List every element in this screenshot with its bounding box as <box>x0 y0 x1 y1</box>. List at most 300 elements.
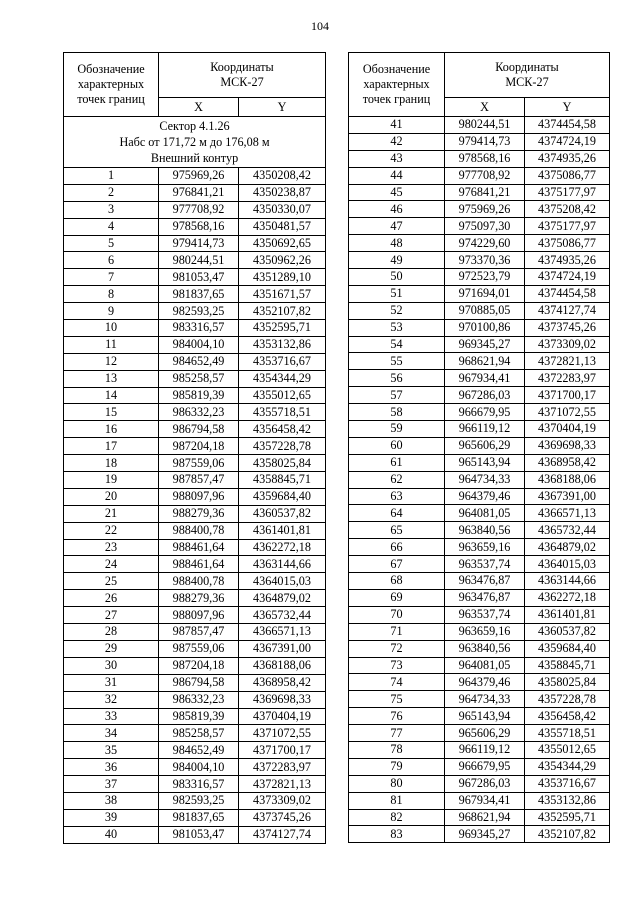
coord-y: 4374127,74 <box>525 302 610 319</box>
coord-y: 4370404,19 <box>525 421 610 438</box>
coord-x: 985819,39 <box>159 387 239 404</box>
coord-x: 988279,36 <box>159 590 239 607</box>
coord-y: 4361401,81 <box>525 606 610 623</box>
coord-y: 4367391,00 <box>525 488 610 505</box>
coord-x: 985819,39 <box>159 708 239 725</box>
table-row <box>64 590 326 607</box>
point-number: 33 <box>64 708 159 725</box>
table-row <box>64 336 326 353</box>
point-number: 46 <box>349 201 445 218</box>
point-number: 82 <box>349 809 445 826</box>
coord-y: 4368958,42 <box>239 674 326 691</box>
table-row <box>349 522 610 539</box>
table-row <box>64 168 326 185</box>
table-row <box>349 809 610 826</box>
point-number: 31 <box>64 674 159 691</box>
table-row <box>349 150 610 167</box>
coord-y: 4374724,19 <box>525 133 610 150</box>
table-row <box>349 573 610 590</box>
coordinates-table-left <box>63 52 326 844</box>
table-row <box>349 133 610 150</box>
coord-y: 4350692,65 <box>239 235 326 252</box>
point-number: 55 <box>349 353 445 370</box>
coord-y: 4374127,74 <box>239 826 326 843</box>
sector-height: Набс от 171,72 м до 176,08 м <box>119 135 270 149</box>
coord-y: 4352107,82 <box>525 826 610 843</box>
coord-x: 981053,47 <box>159 826 239 843</box>
coord-x: 981837,65 <box>159 286 239 303</box>
coord-y: 4358025,84 <box>525 674 610 691</box>
point-number: 70 <box>349 606 445 623</box>
coord-y: 4353716,67 <box>239 353 326 370</box>
point-number: 21 <box>64 505 159 522</box>
point-number: 42 <box>349 133 445 150</box>
coord-x: 964081,05 <box>445 505 525 522</box>
point-number: 43 <box>349 150 445 167</box>
point-number: 83 <box>349 826 445 843</box>
coord-x: 988097,96 <box>159 607 239 624</box>
coord-x: 969345,27 <box>445 826 525 843</box>
coord-x: 988097,96 <box>159 488 239 505</box>
coord-x: 975969,26 <box>445 201 525 218</box>
table-row <box>64 235 326 252</box>
coord-y: 4352107,82 <box>239 303 326 320</box>
point-number: 68 <box>349 573 445 590</box>
point-number: 48 <box>349 235 445 252</box>
table-row <box>64 759 326 776</box>
coord-x: 966119,12 <box>445 741 525 758</box>
coord-x: 964379,46 <box>445 488 525 505</box>
table-row <box>64 657 326 674</box>
table-row <box>64 809 326 826</box>
coord-y: 4372283,97 <box>525 370 610 387</box>
table-row <box>349 471 610 488</box>
coord-y: 4366571,13 <box>525 505 610 522</box>
coord-x: 984004,10 <box>159 759 239 776</box>
coord-x: 988461,64 <box>159 539 239 556</box>
table-row <box>349 302 610 319</box>
coord-y: 4372821,13 <box>239 776 326 793</box>
coord-y: 4351671,57 <box>239 286 326 303</box>
point-number: 54 <box>349 336 445 353</box>
coord-y: 4357228,78 <box>239 438 326 455</box>
point-number: 50 <box>349 269 445 286</box>
coord-y: 4374935,26 <box>525 150 610 167</box>
table-row <box>349 691 610 708</box>
point-number: 18 <box>64 455 159 472</box>
page-number: 104 <box>311 19 329 33</box>
table-row <box>349 252 610 269</box>
coord-x: 976841,21 <box>159 184 239 201</box>
coord-y: 4350481,57 <box>239 218 326 235</box>
coord-x: 964734,33 <box>445 691 525 708</box>
coord-y: 4350962,26 <box>239 252 326 269</box>
header-row <box>349 53 610 98</box>
coord-y: 4364015,03 <box>525 556 610 573</box>
coord-y: 4355718,51 <box>525 725 610 742</box>
table-row <box>349 741 610 758</box>
table-row <box>349 437 610 454</box>
coord-x: 964379,46 <box>445 674 525 691</box>
point-label-line2: характерных <box>363 77 430 91</box>
coord-x: 987559,06 <box>159 455 239 472</box>
sector-contour: Внешний контур <box>150 151 239 165</box>
coords-title: Координаты <box>210 60 274 74</box>
point-number: 25 <box>64 573 159 590</box>
coord-x: 975097,30 <box>445 218 525 235</box>
coord-y: 4373745,26 <box>525 319 610 336</box>
coord-y: 4355012,65 <box>239 387 326 404</box>
point-number: 2 <box>64 184 159 201</box>
coord-x: 986332,23 <box>159 404 239 421</box>
coord-y: 4358845,71 <box>239 472 326 489</box>
table-row <box>64 286 326 303</box>
table-row <box>64 370 326 387</box>
table-row <box>64 573 326 590</box>
coord-x: 984652,49 <box>159 353 239 370</box>
coord-x: 971694,01 <box>445 285 525 302</box>
point-number: 69 <box>349 589 445 606</box>
coord-y: 4356458,42 <box>239 421 326 438</box>
point-number: 67 <box>349 556 445 573</box>
table-row <box>349 184 610 201</box>
table-row <box>349 708 610 725</box>
coord-x: 978568,16 <box>445 150 525 167</box>
table-row <box>64 556 326 573</box>
coord-y: 4368188,06 <box>525 471 610 488</box>
coord-y: 4350238,87 <box>239 184 326 201</box>
coord-y: 4374935,26 <box>525 252 610 269</box>
point-number: 22 <box>64 522 159 539</box>
coord-y: 4366571,13 <box>239 624 326 641</box>
point-label-header <box>64 53 159 117</box>
point-number: 40 <box>64 826 159 843</box>
coord-x: 969345,27 <box>445 336 525 353</box>
table-row <box>349 269 610 286</box>
table-row <box>349 235 610 252</box>
point-number: 24 <box>64 556 159 573</box>
header-row <box>64 53 326 98</box>
point-number: 26 <box>64 590 159 607</box>
coord-x: 986794,58 <box>159 421 239 438</box>
coord-x: 979414,73 <box>445 133 525 150</box>
point-number: 64 <box>349 505 445 522</box>
coord-y: 4374454,58 <box>525 285 610 302</box>
coord-x: 970100,86 <box>445 319 525 336</box>
coord-y: 4371072,55 <box>239 725 326 742</box>
coord-x: 965143,94 <box>445 708 525 725</box>
sector-row <box>64 117 326 168</box>
point-number: 51 <box>349 285 445 302</box>
point-number: 61 <box>349 454 445 471</box>
coord-x: 979414,73 <box>159 235 239 252</box>
point-number: 15 <box>64 404 159 421</box>
table-row <box>349 319 610 336</box>
coord-x: 967934,41 <box>445 370 525 387</box>
point-number: 58 <box>349 404 445 421</box>
table-row <box>64 776 326 793</box>
coord-y: 4365732,44 <box>525 522 610 539</box>
coord-x: 963840,56 <box>445 522 525 539</box>
point-number: 10 <box>64 320 159 337</box>
table-row <box>349 539 610 556</box>
coord-x: 981837,65 <box>159 809 239 826</box>
coord-y: 4358025,84 <box>239 455 326 472</box>
table-row <box>349 201 610 218</box>
coord-x: 988400,78 <box>159 573 239 590</box>
table-row <box>349 792 610 809</box>
right-table-body <box>349 53 610 843</box>
point-label-line1: Обозначение <box>362 62 431 76</box>
coord-x: 963476,87 <box>445 573 525 590</box>
table-row <box>349 404 610 421</box>
coord-x: 985258,57 <box>159 370 239 387</box>
point-number: 47 <box>349 218 445 235</box>
table-row <box>349 285 610 302</box>
table-row <box>64 488 326 505</box>
point-number: 7 <box>64 269 159 286</box>
coord-x: 988279,36 <box>159 505 239 522</box>
table-row <box>349 117 610 134</box>
table-row <box>349 606 610 623</box>
point-number: 19 <box>64 472 159 489</box>
coord-y: 4360537,82 <box>525 623 610 640</box>
coord-y: 4363144,66 <box>239 556 326 573</box>
point-number: 44 <box>349 167 445 184</box>
coord-x: 987204,18 <box>159 657 239 674</box>
table-row <box>64 387 326 404</box>
table-row <box>349 488 610 505</box>
point-number: 23 <box>64 539 159 556</box>
col-x-header: X <box>445 98 525 117</box>
coord-y: 4373309,02 <box>239 792 326 809</box>
coord-x: 976841,21 <box>445 184 525 201</box>
coord-x: 967286,03 <box>445 387 525 404</box>
coord-x: 986332,23 <box>159 691 239 708</box>
coord-y: 4352595,71 <box>525 809 610 826</box>
coord-x: 966119,12 <box>445 421 525 438</box>
table-row <box>64 640 326 657</box>
coord-x: 966679,95 <box>445 404 525 421</box>
point-number: 49 <box>349 252 445 269</box>
coord-x: 963840,56 <box>445 640 525 657</box>
left-table-body <box>64 53 326 844</box>
coord-x: 963659,16 <box>445 539 525 556</box>
table-row <box>349 758 610 775</box>
coord-x: 987204,18 <box>159 438 239 455</box>
table-row <box>349 387 610 404</box>
point-number: 6 <box>64 252 159 269</box>
coord-y: 4365732,44 <box>239 607 326 624</box>
coords-system: МСК-27 <box>505 75 549 89</box>
table-row <box>349 421 610 438</box>
point-number: 17 <box>64 438 159 455</box>
point-number: 14 <box>64 387 159 404</box>
table-row <box>64 691 326 708</box>
point-label-line3: точек границ <box>362 92 431 106</box>
sector-title: Сектор 4.1.26 <box>159 119 230 133</box>
table-row <box>349 353 610 370</box>
point-number: 56 <box>349 370 445 387</box>
point-number: 72 <box>349 640 445 657</box>
table-row <box>64 505 326 522</box>
table-row <box>64 184 326 201</box>
table-row <box>64 792 326 809</box>
point-number: 81 <box>349 792 445 809</box>
point-label-line2: характерных <box>77 77 145 91</box>
table-row <box>64 201 326 218</box>
coord-x: 978568,16 <box>159 218 239 235</box>
coord-x: 964734,33 <box>445 471 525 488</box>
point-number: 35 <box>64 742 159 759</box>
coord-x: 965606,29 <box>445 437 525 454</box>
table-row <box>64 708 326 725</box>
point-number: 73 <box>349 657 445 674</box>
coord-x: 972523,79 <box>445 269 525 286</box>
coord-y: 4368188,06 <box>239 657 326 674</box>
point-number: 16 <box>64 421 159 438</box>
table-row <box>349 623 610 640</box>
coord-y: 4375208,42 <box>525 201 610 218</box>
point-number: 45 <box>349 184 445 201</box>
table-row <box>349 454 610 471</box>
coord-y: 4372821,13 <box>525 353 610 370</box>
coord-x: 963537,74 <box>445 606 525 623</box>
coord-y: 4364879,02 <box>525 539 610 556</box>
sector-info <box>64 117 326 168</box>
table-row <box>64 826 326 843</box>
point-number: 30 <box>64 657 159 674</box>
point-number: 59 <box>349 421 445 438</box>
table-row <box>349 370 610 387</box>
coord-x: 983316,57 <box>159 776 239 793</box>
table-row <box>64 353 326 370</box>
coord-x: 967934,41 <box>445 792 525 809</box>
coord-y: 4375086,77 <box>525 167 610 184</box>
table-row <box>349 657 610 674</box>
coord-y: 4361401,81 <box>239 522 326 539</box>
point-number: 53 <box>349 319 445 336</box>
point-number: 66 <box>349 539 445 556</box>
point-number: 41 <box>349 117 445 134</box>
coords-header <box>445 53 610 98</box>
coord-x: 984004,10 <box>159 336 239 353</box>
table-row <box>349 589 610 606</box>
table-row <box>64 742 326 759</box>
coords-title: Координаты <box>495 60 559 74</box>
table-row <box>349 556 610 573</box>
col-y-header: Y <box>525 98 610 117</box>
table-row <box>64 624 326 641</box>
point-number: 20 <box>64 488 159 505</box>
point-number: 5 <box>64 235 159 252</box>
coord-y: 4371700,17 <box>525 387 610 404</box>
coord-x: 987559,06 <box>159 640 239 657</box>
coord-x: 965606,29 <box>445 725 525 742</box>
table-row <box>64 539 326 556</box>
point-number: 75 <box>349 691 445 708</box>
coord-y: 4375177,97 <box>525 184 610 201</box>
table-row <box>64 607 326 624</box>
coord-y: 4352595,71 <box>239 320 326 337</box>
table-row <box>349 674 610 691</box>
point-number: 4 <box>64 218 159 235</box>
coord-x: 968621,94 <box>445 809 525 826</box>
point-number: 37 <box>64 776 159 793</box>
point-number: 76 <box>349 708 445 725</box>
coord-y: 4370404,19 <box>239 708 326 725</box>
coord-x: 964081,05 <box>445 657 525 674</box>
point-number: 12 <box>64 353 159 370</box>
point-label-line1: Обозначение <box>77 62 145 76</box>
coord-x: 980244,51 <box>159 252 239 269</box>
coord-y: 4353132,86 <box>239 336 326 353</box>
coord-y: 4371072,55 <box>525 404 610 421</box>
coord-y: 4374724,19 <box>525 269 610 286</box>
point-number: 27 <box>64 607 159 624</box>
coord-x: 982593,25 <box>159 792 239 809</box>
table-row <box>64 674 326 691</box>
table-row <box>64 218 326 235</box>
table-row <box>64 725 326 742</box>
table-row <box>349 775 610 792</box>
coord-x: 968621,94 <box>445 353 525 370</box>
coord-y: 4353132,86 <box>525 792 610 809</box>
table-row <box>64 303 326 320</box>
point-number: 57 <box>349 387 445 404</box>
table-row <box>64 404 326 421</box>
coord-x: 987857,47 <box>159 472 239 489</box>
coord-x: 983316,57 <box>159 320 239 337</box>
coordinates-table-right <box>348 52 610 843</box>
coord-x: 965143,94 <box>445 454 525 471</box>
coord-x: 966679,95 <box>445 758 525 775</box>
coord-x: 973370,36 <box>445 252 525 269</box>
coord-y: 4358845,71 <box>525 657 610 674</box>
point-number: 80 <box>349 775 445 792</box>
coord-y: 4359684,40 <box>239 488 326 505</box>
coord-y: 4354344,29 <box>525 758 610 775</box>
point-number: 13 <box>64 370 159 387</box>
point-number: 36 <box>64 759 159 776</box>
coord-x: 977708,92 <box>159 201 239 218</box>
coord-x: 988461,64 <box>159 556 239 573</box>
table-row <box>349 505 610 522</box>
coord-y: 4364015,03 <box>239 573 326 590</box>
coord-y: 4367391,00 <box>239 640 326 657</box>
table-row <box>64 269 326 286</box>
coord-y: 4368958,42 <box>525 454 610 471</box>
point-number: 78 <box>349 741 445 758</box>
coord-x: 985258,57 <box>159 725 239 742</box>
coord-y: 4374454,58 <box>525 117 610 134</box>
coord-x: 975969,26 <box>159 168 239 185</box>
coord-x: 982593,25 <box>159 303 239 320</box>
coord-x: 980244,51 <box>445 117 525 134</box>
point-number: 63 <box>349 488 445 505</box>
point-number: 39 <box>64 809 159 826</box>
point-number: 62 <box>349 471 445 488</box>
coord-y: 4355012,65 <box>525 741 610 758</box>
coord-x: 977708,92 <box>445 167 525 184</box>
coord-x: 963659,16 <box>445 623 525 640</box>
point-number: 3 <box>64 201 159 218</box>
coord-x: 963476,87 <box>445 589 525 606</box>
point-number: 52 <box>349 302 445 319</box>
point-number: 8 <box>64 286 159 303</box>
coord-y: 4364879,02 <box>239 590 326 607</box>
point-number: 77 <box>349 725 445 742</box>
